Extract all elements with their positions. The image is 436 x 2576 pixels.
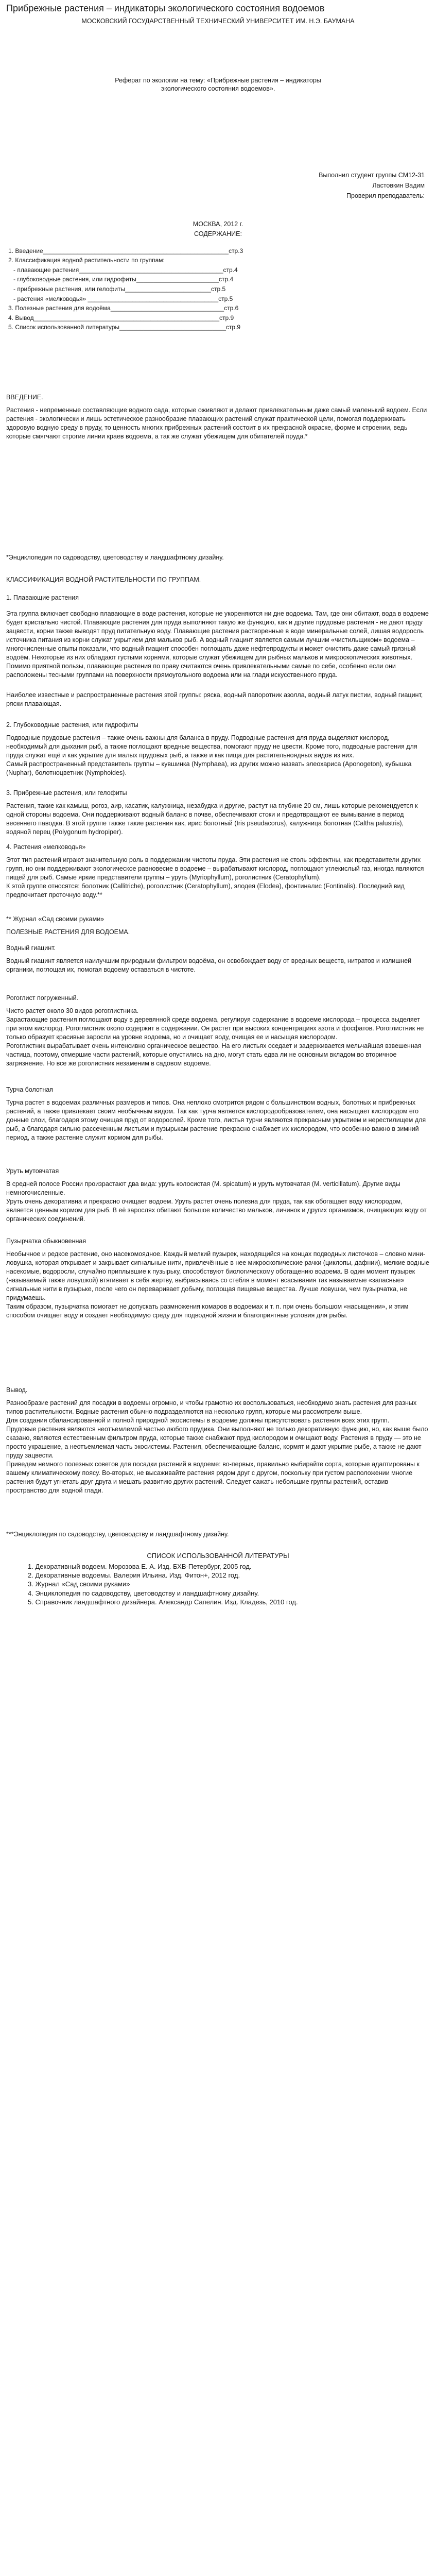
page-title: Прибрежные растения – индикаторы экологического состояния водоемов [6,3,325,13]
text-block: Растения - непременные составляющие водного сада, которые оживляют и делают привлекательным даже самый маленький водоем. Если растения - экологически и лишь эстетическое разнообразие плавающих растений служат практической цели, помогая поддерживать здоровую водную среду в пруду, то ценность многих прибрежных растений состоит в их прекрасной окраске, форме и строении, ведь которые смягчают строгие линии краев водоема, а так же служат убежищем для обитателей пруда.* [6,406,427,440]
toc-item: - растения «мелководья» ______________________________________стр.5 [13,295,233,302]
toc-item: 5. Список использованной литературы_______________________________стр.9 [8,324,241,331]
toc-item: - глубоководные растения, или гидрофиты________________________стр.4 [13,276,234,283]
text-block: Разнообразие растений для посадки в водоемы огромно, и чтобы грамотно их воспользоваться, необходимо знать растения для разных типов растительности. Водные растения обычно подразделяются на несколько групп, которые мы рассмотрели выше. Для создания сбалансированной и полной природной экосистемы в водоеме должны присутствовать растения всех этих групп. Прудовые растения являются неотъемлемой частью любого прудика. Они выполняют не только декоративную функцию, но, как выше было сказано, являются естественным фильтром пруда, которые также снабжают пруд кислородом и очищают воду. Растения в пруду — это не просто украшение, а неотъемлемая часть экосистемы. Растения, обеспечивающие баланс, кормят и дают укрытие рыбе, а также не дают пруду зацвести. Приведем немного полезных советов для посадки растений в водоеме: во-первых, правильно выбирайте сорта, которые адаптированы к вашему климатическому поясу. Во-вторых, не высаживайте растения рядом друг с другом, поскольку при густом расположении многие растения будут угнетать друг друга и мешать развитию других растений. Следует сажать небольшие группы растений, оставив пространство для водной глади. [6,1399,428,1494]
reference-item: 5. Справочник ландшафтного дизайнера. Александр Сапелин. Изд. Кладезь, 2010 год. [28,1598,298,1606]
toc-item: 3. Полезные растения для водоёма_________________________________стр.6 [8,304,239,312]
city-year-block [6,219,430,239]
document-body [6,332,430,1539]
signature-line: Выполнил студент группы СМ12-31 [319,172,425,179]
referat-topic: Реферат по экологии на тему: «Прибрежные растения – индикаторы экологического состояния водоемов». [115,76,321,92]
text-block: Необычное и редкое растение, оно насекомоядное. Каждый мелкий пузырек, находящийся на концах подводных листочков – словно мини-ловушка, которая открывает и закрывает сигнальные нити, привлечённые в нее микроскопические рачки (циклопы, дафнии), мелкие водные насекомые, водоросли, случайно приплывшие к пузырьку, способствуют биологическому обогащению водоема. В один момент пузырек (называемый также ловушкой) втягивает в себя жертву, выбрасываясь со стебля в момент всасывания так называемые «запасные» сигнальные нити в пузырьке, после чего он переваривает добычу, поглощая пищевые вещества. Лучше ловушки, чем пузырчатка, не придумаешь. Таким образом, пузырчатка помогает не допускать размножения комаров в водоемах и т. п. при очень большом «насыщении», и этим способом очищает воду и создает необходимую среду для подводной жизни и благоприятные условия для рыбы. [6,1250,429,1319]
text-block: ВВЕДЕНИЕ. [6,393,43,401]
text-block: ПОЛЕЗНЫЕ РАСТЕНИЯ ДЛЯ ВОДОЕМА. [6,928,130,936]
text-block: 3. Прибрежные растения, или гелофиты [6,789,127,796]
reference-item: 1. Декоративный водоем. Морозова Е. А. Изд. БХВ-Петербург, 2005 год. [28,1563,252,1571]
references-title: СПИСОК ИСПОЛЬЗОВАННОЙ ЛИТЕРАТУРЫ [147,1551,289,1560]
text-block: Подводные прудовые растения – также очень важны для баланса в пруду. Подводные растения для пруда выделяют кислород, необходимый для дыхания рыб, а также поглощают вредные вещества, помогают пруду не цвести. Кроме того, подводные растения для пруда служат ещё и как укрытие для малых прудовых рыб, а также и как пища для растительноядных видов из них. Самый распространенный представитель группы – кувшинка (Nymphaea), из других можно назвать элеохариса (Aponogeton), кубышка (Nuphar), болотноцветник (Nymphoides). [6,734,417,776]
text-block: ** Журнал «Сад своими руками» [6,915,104,923]
text-block: Турча болотная [6,1086,53,1093]
signature-line: Проверил преподаватель: [346,192,425,200]
text-block: Уруть мутовчатая [6,1167,59,1175]
text-block: 1. Плавающие растения [6,594,79,601]
text-block: 4. Растения «мелководья» [6,843,86,851]
text-block: ***Энциклопедия по садоводству, цветоводству и ландшафтному дизайну. [6,1530,229,1538]
text-block: Эта группа включает свободно плавающие в воде растения, которые не укореняются ни дне водоема. Там, где они обитают, вода в водоеме будет кристально чистой. Плавающие растения для пруда выполняют такую же функцию, как и другие прудовые растения - не дают пруду зацвести, корни также выводят пруд питательную воду. Плавающие растения растворенные в воде минеральные солей, лишая водоросль источника питания из корни служат укрытием для мальков рыб. А водный гиацинт является самым лучшим «чистильщиком» водоема – многочисленные опыты показали, что водный гиацинт способен поглощать даже нефтепродукты и может очистить даже самый грязный водоём. Некоторые из них обладают густыми корнями, которые служат убежищем для рыбных мальков и микроскопических животных. Помимо приятной пользы, плавающие растения по праву считаются очень привлекательными самые по себе, особенно если они расположены тесными группами на поверхности прямоугольного водоема или на глади искусственного пруда. [6,609,429,679]
text-block: КЛАССИФИКАЦИЯ ВОДНОЙ РАСТИТЕЛЬНОСТИ ПО ГРУППАМ. [6,575,201,583]
text-block: 2. Глубоководные растения, или гидрофиты [6,721,138,728]
reference-item: 4. Энциклопедия по садоводству, цветоводству и ландшафтному дизайну. [28,1589,259,1597]
toc-item: 1. Введение______________________________________________________стр.3 [8,247,243,255]
reference-item: 2. Декоративные водоемы. Валерия Ильина. Изд. Фитон+, 2012 год. [28,1571,240,1580]
toc-item: 4. Вывод______________________________________________________стр.9 [8,314,234,321]
toc-item: - плавающие растения__________________________________________стр.4 [13,266,238,274]
text-block: *Энциклопедия по садоводству, цветоводству и ландшафтному дизайну. [6,553,224,561]
toc-item: - прибрежные растения, или гелофиты_________________________стр.5 [13,285,226,293]
signature-line: Ластовкин Вадим [372,182,425,190]
signature-block [6,170,430,201]
table-of-contents [6,246,430,332]
university-name: МОСКОВСКИЙ ГОСУДАРСТВЕННЫЙ ТЕХНИЧЕСКИЙ УНИВЕРСИТЕТ ИМ. Н.Э. БАУМАНА [81,17,355,25]
text-block: Этот тип растений играют значительную роль в поддержании чистоты пруда. Эти растения не столь эффектны, как представители других групп, но они поддерживают экологическое равновесие в водоеме – вырабатывают кислород, поглощают углекислый газ, иногда являются пищей для рыб. Самые яркие представители группы – уруть (Myriophyllum), роголистник (Ceratophyllum). К этой группе относятся: болотник (Callitriche), роголистник (Ceratophyllum), элодея (Elodea), фонтиналис (Fontinalis). Последний вид предпочитает проточную воду.** [6,856,424,899]
text-block: Чисто растет около 30 видов рогоглистника. Зарастающие растения поглощают воду в деревянной среде водоема, регулируя содержание в водоеме кислорода – процесса выделяет при этом кислород. Рогоглистник около содержит в содержании. Он растет при высоких концентрациях азота и фосфатов. Рогоглистник не только образует красивые заросли на уровне водоема, но и очищает воду, очищая ее и насыщая кислородом. Рогоглистник вырабатывает очень интенсивно органическое вещество. На его листьях оседает и задерживается мельчайшая взвешенная частица, поэтому, отмершие части растений, которые опустились на дно, могут стать едва ли не основным вкладом во вторичное загрязнение. Но все же роголистник незаменим в садовом водоеме. [6,1007,424,1067]
text-block: Растения, такие как камыш, рогоз, аир, касатик, калужница, незабудка и другие, растут на глубине 20 см, лишь которые рекомендуется к одной стороны водоема. Они поддерживают водный баланс в почве, обеспечивают стоки и предотвращают ее вымывание в период весеннего паводка. В этой группе также такие растения как, ирис болотный (Iris pseudacorus), калужница болотная (Caltha palustris), водяной перец (Polygonum hydropiper). [6,802,418,836]
text-block: Турча растет в водоемах различных размеров и типов. Она неплохо смотрится рядом с большинством водных, болотных и прибрежных растений, а также привлекает своим необычным видом. Так как турча является кислородообразователем, она насыщает кислородом его донные слои, благодаря этому очищая пруд от водорослей. Кроме того, листья турчи являются прекрасным укрытием и нерестилищем для рыб, а благодаря сильно рассеченным листьям и пузырькам растение прекрасно снабжает их кислородом, что особенно важно в зимний период, а также растение служит кормом для рыбы. [6,1098,426,1141]
text-block: Пузырчатка обыкновенная [6,1237,86,1245]
text-block: Наиболее известные и распространенные растения этой группы: ряска, водный папоротник азолла, водный латук пистии, водный гиацинт, ряски плавающая. [6,691,423,707]
references-list [6,1562,430,1606]
text-block: Водный гиацинт является наилучшим природным фильтром водоёма, он освобождает воду от вредных веществ, нитратов и излишней органики, поглощая их, помогая водоему оставаться в чистоте. [6,957,412,973]
toc-item: 2. Классификация водной растительности по группам: [8,257,165,264]
reference-item: 3. Журнал «Сад своими руками» [28,1580,130,1588]
text-block: Рогоглист погруженный. [6,994,79,1002]
contents-heading: СОДЕРЖАНИЕ: [194,230,242,238]
text-block: Водный гиацинт. [6,944,56,952]
text-block: В средней полосе России произрастают два вида: уруть колосистая (M. spicatum) и уруть мутовчатая (M. verticillatum). Другие виды немногочисленные. Уруть очень декоративна и прекрасно очищает водоем. Уруть растет очень полезна для пруда, так как обогащает воду кислородом, является ценным кормом для рыб. В её зарослях обитают большое количество мальков, личинок и других организмов, очищающих воду от органических соединений. [6,1180,427,1223]
city-year: МОСКВА, 2012 г. [193,221,243,228]
text-block: Вывод. [6,1386,28,1394]
